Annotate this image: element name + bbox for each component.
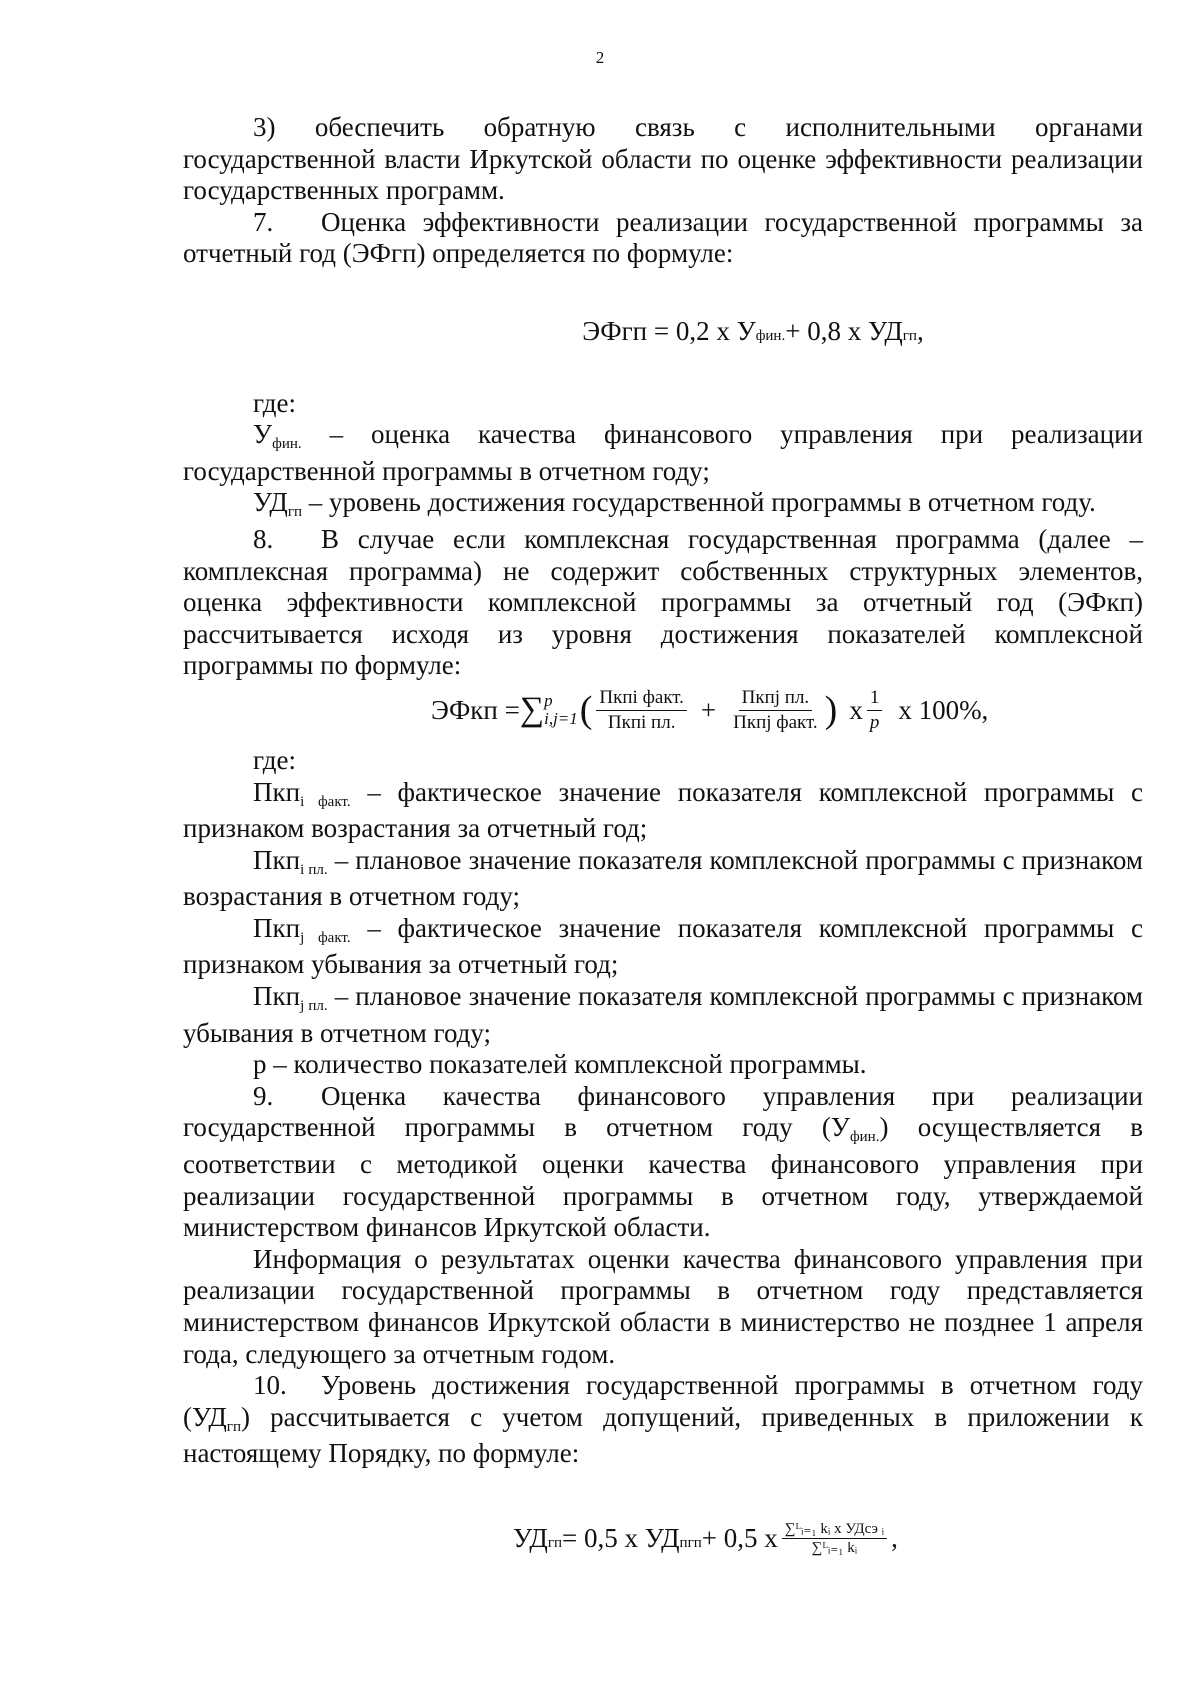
def-text: – плановое значение показателя комплексной программы с признаком убывания в отчетном году; [183, 981, 1143, 1048]
formula3-sub-gp: гп [547, 1534, 562, 1551]
fraction-decreasing [730, 686, 821, 735]
def-symbol: Пкп [253, 981, 301, 1012]
times-sign: х [849, 694, 863, 725]
fraction-2-denominator: Пкпj факт. [733, 711, 818, 733]
fraction-one-over-p [867, 686, 883, 735]
document-body [183, 112, 1143, 1557]
item-number-9: 9. [253, 1080, 274, 1111]
fraction-increasing [596, 686, 687, 735]
formula3-part-b: = 0,5 х УД [562, 1522, 680, 1553]
def-sub: j пл. [300, 998, 328, 1015]
paragraph-10-text-a: Уровень достижения государственной программы в отчетном году (УД [183, 1370, 1143, 1432]
paragraph-9 [183, 1081, 1143, 1244]
formula3-part-c: + 0,5 х [701, 1522, 778, 1553]
paragraph-info: Информация о результатах оценки качества финансового управления при реализации государственной программы в отчетном году представляется министерством финансов Иркутской области в министерство не позднее 1 апреля года, следующего за отчетным годом. [183, 1243, 1143, 1369]
sum-lower: i,j=1 [544, 709, 578, 729]
def-text: – фактическое значение показателя комплексной программы с признаком возрастания за отчетный год; [183, 776, 1143, 844]
item-number-10: 10. [253, 1370, 287, 1401]
fraction-1-numerator: Пкпi факт. [596, 686, 687, 711]
definition-ufin [183, 419, 1143, 487]
plus-sign: + [700, 694, 717, 725]
formula1-end: , [916, 315, 924, 346]
formula1-sub-gp: гп [902, 327, 917, 344]
formula3-denominator: ∑ᴸᵢ₌₁ kᵢ [811, 1539, 858, 1556]
def-udgp-text: – уровень достижения государственной программы в отчетном году. [302, 487, 1096, 518]
formula-udgp [513, 1520, 1143, 1557]
fraction-3-numerator: 1 [867, 686, 883, 711]
fraction-3-denominator: p [869, 711, 880, 733]
formula2-end: х 100%, [898, 694, 989, 725]
formula-efgp [183, 316, 1143, 348]
def-symbol: Пкп [253, 844, 301, 875]
paragraph-7 [183, 207, 1143, 270]
paragraph-8-text: В случае если комплексная государственная программа (далее – комплексная программа) не содержит собственных структурных элементов, оценка эффективности комплексной программы за отчетный год (ЭФкп) рассчитывается исходя из уровня достижения показателей комплексной программы по формуле: [183, 523, 1143, 681]
def-sub: i факт. [300, 793, 351, 810]
formula-efkp: ЭФкп = ∑ p i,j=1 ( $\frac{\text{Пкпi факт.}}{\text{Пкпi пл.}}$ + $\frac{\text{Пкпj пл.}}{\text{Пкпj факт.}}$ ) х $\frac{1}{p}$ х 100%, [431, 686, 989, 733]
sum-upper: p [544, 691, 553, 711]
def-ufin-symbol: У [253, 419, 273, 450]
def-sub: i пл. [300, 861, 328, 878]
def-ufin-sub: фин. [272, 436, 302, 453]
formula2-lhs: ЭФкп = [431, 694, 520, 725]
def-udgp-sub: гп [287, 504, 302, 521]
paragraph-9-text-b: ) осуществляется в соответствии с методикой оценки качества финансового управления при реализации государственной программы в отчетном году, утверждаемой министерством финансов Иркутской области. [183, 1112, 1143, 1243]
formula3-ud: УД [513, 1522, 548, 1553]
fraction-2-numerator: Пкпj пл. [739, 686, 813, 711]
paragraph-7-text: Оценка эффективности реализации государственной программы за отчетный год (ЭФгп) определяется по формуле: [183, 206, 1143, 269]
sum-symbol: ∑ [519, 691, 545, 729]
where-label-1: где: [253, 387, 296, 418]
where-label-2: где: [253, 744, 296, 775]
formula3-end: , [891, 1522, 898, 1553]
def-udgp-symbol: УД [253, 487, 288, 518]
definition-pkp-i-fact [183, 777, 1143, 845]
formula1-lhs: ЭФгп = 0,2 х У [582, 315, 756, 346]
definition-pkp-i-plan [183, 845, 1143, 913]
fraction-weighted [782, 1520, 887, 1557]
definition-pkp-j-plan [183, 981, 1143, 1049]
formula1-sub-fin: фин. [755, 327, 786, 344]
paragraph-10 [183, 1370, 1143, 1470]
definition-udgp [183, 487, 1143, 524]
def-symbol: Пкп [253, 776, 301, 807]
paragraph-10-text-b: ) рассчитывается с учетом допущений, приведенных в приложении к настоящему Порядку, по формуле: [183, 1401, 1143, 1469]
page-number: 2 [595, 48, 605, 67]
formula3-numerator: ∑ᴸᵢ₌₁ kᵢ х УДсэ ᵢ [782, 1520, 887, 1539]
paragraph-9-sub: фин. [849, 1129, 880, 1146]
paragraph-3: 3) обеспечить обратную связь с исполнительными органами государственной власти Иркутской области по оценке эффективности реализации государственных программ. [183, 112, 1143, 206]
definition-pkp-j-fact [183, 913, 1143, 981]
definition-p: p – количество показателей комплексной программы. [253, 1049, 867, 1080]
def-ufin-text: – оценка качества финансового управления при реализации государственной программы в отчетном году; [183, 419, 1143, 486]
paragraph-9-text-a: Оценка качества финансового управления при реализации государственной программы в отчетном году (У [183, 1080, 1143, 1143]
formula1-mid: + 0,8 х УД [785, 315, 903, 346]
item-number-7: 7. [253, 206, 274, 237]
paragraph-8 [183, 524, 1143, 682]
item-number-8: 8. [253, 523, 274, 554]
sum-limits [544, 692, 578, 728]
def-text: – фактическое значение показателя комплексной программы с признаком убывания за отчетный год; [183, 912, 1143, 980]
def-sub: j факт. [300, 929, 351, 946]
def-symbol: Пкп [253, 912, 301, 943]
fraction-1-denominator: Пкпi пл. [607, 711, 676, 733]
paragraph-10-sub: гп [226, 1418, 241, 1435]
def-text: – плановое значение показателя комплексной программы с признаком возрастания в отчетном году; [183, 844, 1143, 912]
formula3-sub-pgp: пгп [679, 1534, 702, 1551]
